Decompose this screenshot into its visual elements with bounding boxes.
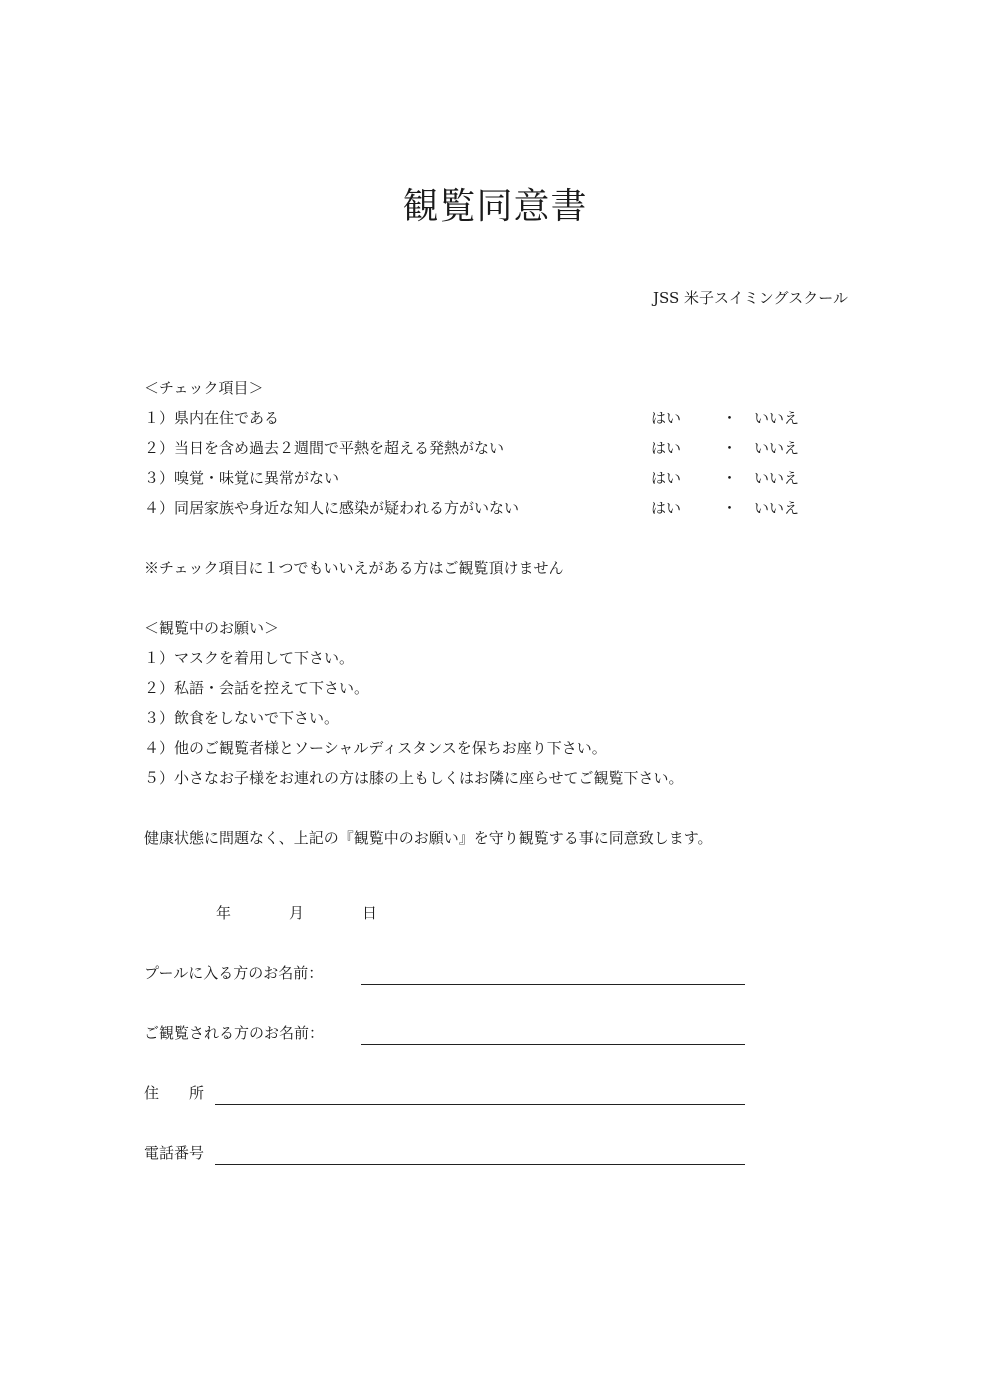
address-input-line[interactable]: [215, 1104, 745, 1105]
request-item-5: ５）小さなお子様をお連れの方は膝の上もしくはお隣に座らせてご観覧下さい。: [144, 769, 684, 787]
check-item-1-text: １）県内在住である: [144, 409, 280, 427]
check-item-3-text: ３）嗅覚・味覚に異常がない: [144, 469, 340, 487]
phone-input-line[interactable]: [215, 1164, 745, 1165]
request-item-3: ３）飲食をしないで下さい。: [144, 709, 340, 727]
check-item-2-yes-option[interactable]: はい: [651, 439, 682, 457]
check-item-1-separator: ・: [722, 409, 738, 427]
requests-section-heading: ＜観覧中のお願い＞: [144, 619, 280, 637]
organization-name: JSS 米子スイミングスクール: [652, 289, 848, 307]
check-item-2-text: ２）当日を含め過去２週間で平熱を超える発熱がない: [144, 439, 505, 457]
check-item-4-text: ４）同居家族や身近な知人に感染が疑われる方がいない: [144, 499, 520, 517]
check-item-1-yes-option[interactable]: はい: [651, 409, 682, 427]
check-item-4-separator: ・: [722, 499, 738, 517]
page-title: 観覧同意書: [402, 186, 588, 227]
check-item-4-no-option[interactable]: いいえ: [754, 499, 800, 517]
pool-name-input-line[interactable]: [361, 984, 745, 985]
request-item-2: ２）私語・会話を控えて下さい。: [144, 679, 370, 697]
check-item-3-separator: ・: [722, 469, 738, 487]
check-section-heading: ＜チェック項目＞: [144, 379, 264, 397]
request-item-4: ４）他のご観覧者様とソーシャルディスタンスを保ちお座り下さい。: [144, 739, 607, 757]
phone-label: 電話番号: [144, 1144, 205, 1162]
check-item-1-no-option[interactable]: いいえ: [754, 409, 800, 427]
check-item-3-yes-option[interactable]: はい: [651, 469, 682, 487]
check-item-3-no-option[interactable]: いいえ: [754, 469, 800, 487]
date-month-label: 月: [289, 904, 305, 922]
date-year-label: 年: [216, 904, 232, 922]
visitor-name-input-line[interactable]: [361, 1044, 745, 1045]
check-item-4-yes-option[interactable]: はい: [651, 499, 682, 517]
address-label: 住 所: [144, 1084, 205, 1102]
request-item-1: １）マスクを着用して下さい。: [144, 649, 355, 667]
check-item-2-separator: ・: [722, 439, 738, 457]
consent-statement: 健康状態に問題なく、上記の『観覧中のお願い』を守り観覧する事に同意致します。: [144, 829, 713, 847]
date-day-label: 日: [362, 904, 378, 922]
check-section-note: ※チェック項目に１つでもいいえがある方はご観覧頂けません: [144, 559, 564, 577]
visitor-name-label: ご観覧される方のお名前：: [144, 1024, 325, 1042]
pool-name-label: プールに入る方のお名前：: [144, 964, 324, 982]
check-item-2-no-option[interactable]: いいえ: [754, 439, 800, 457]
